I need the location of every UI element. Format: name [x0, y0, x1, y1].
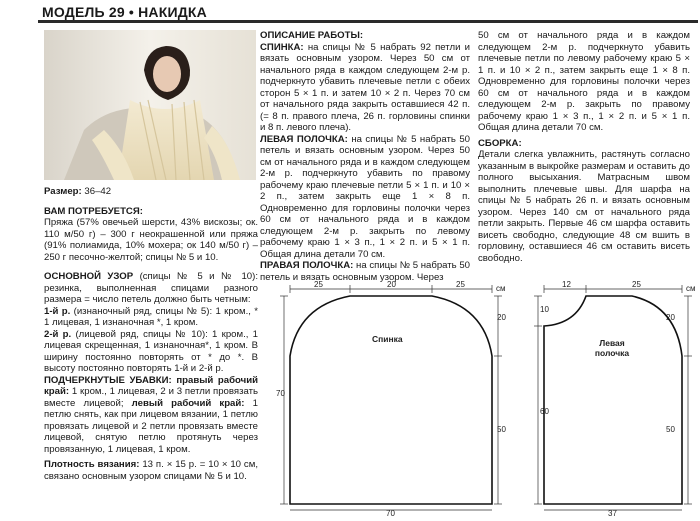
left-front-instructions — [260, 134, 470, 261]
back-dim-top-right: 25 — [456, 280, 465, 289]
front-dim-top-left: 12 — [562, 280, 571, 289]
description-heading: ОПИСАНИЕ РАБОТЫ: — [260, 30, 364, 41]
back-dim-bottom: 70 — [386, 509, 395, 516]
back-dim-unit: см — [496, 284, 506, 293]
back-text: на спицы № 5 набрать 92 петли и вязать основным узором. Через 50 см от начального ряда в каждом следующем 2-м р. подчеркнуто убавить плечевые петли с обеих сторон 5 × 1 п. и затем 10 × 2 п. Через 70 см от начального ряда закрыть оставшиеся 42 п. (= 8 п. правого плеча, 26 п. горловины спинки и 8 п. левого плеча). — [260, 41, 470, 133]
back-pattern-diagram — [274, 280, 514, 516]
right-front-text: на спицы № 5 набрать 50 петель и вязать основным узором. Через — [260, 260, 471, 283]
row2-text: (лицевой ряд, спицы № 10): 1 кром., 1 лицевая скрещенная, 1 изнаночная*, 1 кром. В ширину постоянно повторять от * до *. В высоту постоянно повторять 1-й и 2-й р. — [44, 328, 258, 374]
size-line — [44, 186, 258, 198]
right-edge-label: правый рабочий край: — [44, 374, 258, 397]
left-front-label: ЛЕВАЯ ПОЛОЧКА: — [260, 133, 348, 145]
row1-label: 1-й р. — [44, 305, 71, 317]
back-dim-top-mid: 20 — [387, 280, 396, 289]
left-edge-label: левый рабочий край: — [123, 397, 245, 409]
edges-heading: ПОДЧЕРКНУТЫЕ УБАВКИ: — [44, 374, 172, 386]
right-front-continued: 50 см от начального ряда и в каждом следующем 2-м р. подчеркнуто убавить плечевые петли по левому рабочему краю 5 × 1 п. и 10 × 2 п., затем закрыть еще 1 × 8 п. Одновременно для горловины полочки через 60 см от начального ряда и в каждом следующем 2-м р. закрыть по правому рабочему краю 1 × 3 п., 1 × 2 п. и 5 × 1 п. Общая длина детали 70 см. — [478, 30, 690, 133]
row1-text: (изнаночный ряд, спицы № 5): 1 кром., * 1 лицевая, 1 изнаночная *, 1 кром. — [44, 305, 258, 328]
back-dim-top-left: 25 — [314, 280, 323, 289]
front-diagram-label-line2: полочка — [594, 348, 630, 358]
back-instructions — [260, 42, 470, 134]
front-dim-right-lower: 50 — [666, 425, 675, 434]
edges-block — [44, 375, 258, 456]
assembly-heading: СБОРКА: — [478, 137, 522, 149]
page-title: МОДЕЛЬ 29 • НАКИДКА — [42, 4, 207, 20]
left-column — [44, 186, 258, 482]
right-edge-text: 1 кром., 1 лицевая, 2 и 3 петли провязать вместе лицевой; — [44, 386, 258, 409]
front-dim-bottom: 37 — [608, 509, 617, 516]
materials-text: Пряжа (57% овечьей шерсти, 43% вискозы; ок. 110 м/50 г) – 300 г неокрашенной или пряжа (91% полиамида, 10% мохера; ок 140 м/50 г) – 250 г песочно-желтой; спицы № 5 и 10. — [44, 217, 258, 263]
size-value: 36–42 — [81, 186, 112, 197]
model-photo — [44, 30, 256, 180]
front-diagram-label-line1: Левая — [599, 338, 625, 348]
front-dim-top-right: 25 — [632, 280, 641, 289]
main-pattern-intro — [44, 271, 258, 306]
left-edge-text: 1 петлю снять, как при лицевом вязании, 1 петлю провязать лицевой и 2 петли провязать вместе лицевой, снятую петлю протянуть через провязанную, 1 лицевая, 1 кром. — [44, 397, 258, 455]
gauge-label: Плотность вязания: — [44, 459, 140, 470]
back-dim-left-height: 70 — [276, 389, 285, 398]
assembly-text: Детали слегка увлажнить, растянуть согласно указанным в выкройке размерам и оставить до полного высыхания. Матрасным швом выполнить плечевые швы. Для шарфа на спицы № 5 набрать 26 п. и вязать основным узором. Через 140 см от начального ряда петли закрыть. Первые 46 см шарфа оставить висеть свободно, следующие 48 см вшить в горловину, оставшиеся 46 см оставить висеть свободно. — [478, 149, 690, 264]
back-dim-right-upper: 20 — [497, 313, 506, 322]
back-dim-right-lower: 50 — [497, 425, 506, 434]
back-diagram-label: Спинка — [372, 334, 403, 344]
left-front-text: на спицы № 5 набрать 50 петель и вязать основным узором. Через 50 см от начального ряда и в каждом следующем 2-м р. подчеркнуто убавить по правому рабочему краю плечевые петли 5 × 1 п. и 10 × 2 п., затем закрыть еще 1 × 8 п. Одновременно для горловины полочки через 60 см от начального ряда и в каждом следующем 2-м р. закрыть по левому рабочему краю 1 × 3 п., 1 × 2 п. и 5 × 1 п. Общая длина детали 70 см. — [260, 133, 470, 260]
gauge-text: 13 п. × 15 р. = 10 × 10 см, связано основным узором спицами № 5 и 10. — [44, 459, 258, 482]
title-bar — [38, 3, 698, 23]
back-label: СПИНКА: — [260, 41, 304, 53]
row2-label: 2-й р. — [44, 328, 72, 340]
front-dim-left-upper: 10 — [540, 305, 549, 314]
front-dim-unit: см — [686, 284, 696, 293]
left-front-pattern-diagram — [532, 280, 698, 516]
right-front-label: ПРАВАЯ ПОЛОЧКА: — [260, 260, 354, 271]
gauge-line — [44, 459, 258, 482]
materials-heading: ВАМ ПОТРЕБУЕТСЯ: — [44, 205, 143, 217]
pattern-row-2 — [44, 329, 258, 375]
right-column — [478, 30, 690, 264]
main-pattern-intro-text: (спицы № 5 и № 10): резинка, выполненная спицами разного размера = число петель должно быть четным: — [44, 271, 258, 305]
front-dim-right-upper: 20 — [666, 313, 675, 322]
front-dim-left-lower: 60 — [540, 407, 549, 416]
pattern-row-1 — [44, 306, 258, 329]
size-label: Размер: — [44, 186, 82, 197]
main-pattern-heading: ОСНОВНОЙ УЗОР — [44, 271, 134, 282]
middle-column — [260, 30, 470, 283]
model-photo-illustration — [44, 30, 256, 180]
